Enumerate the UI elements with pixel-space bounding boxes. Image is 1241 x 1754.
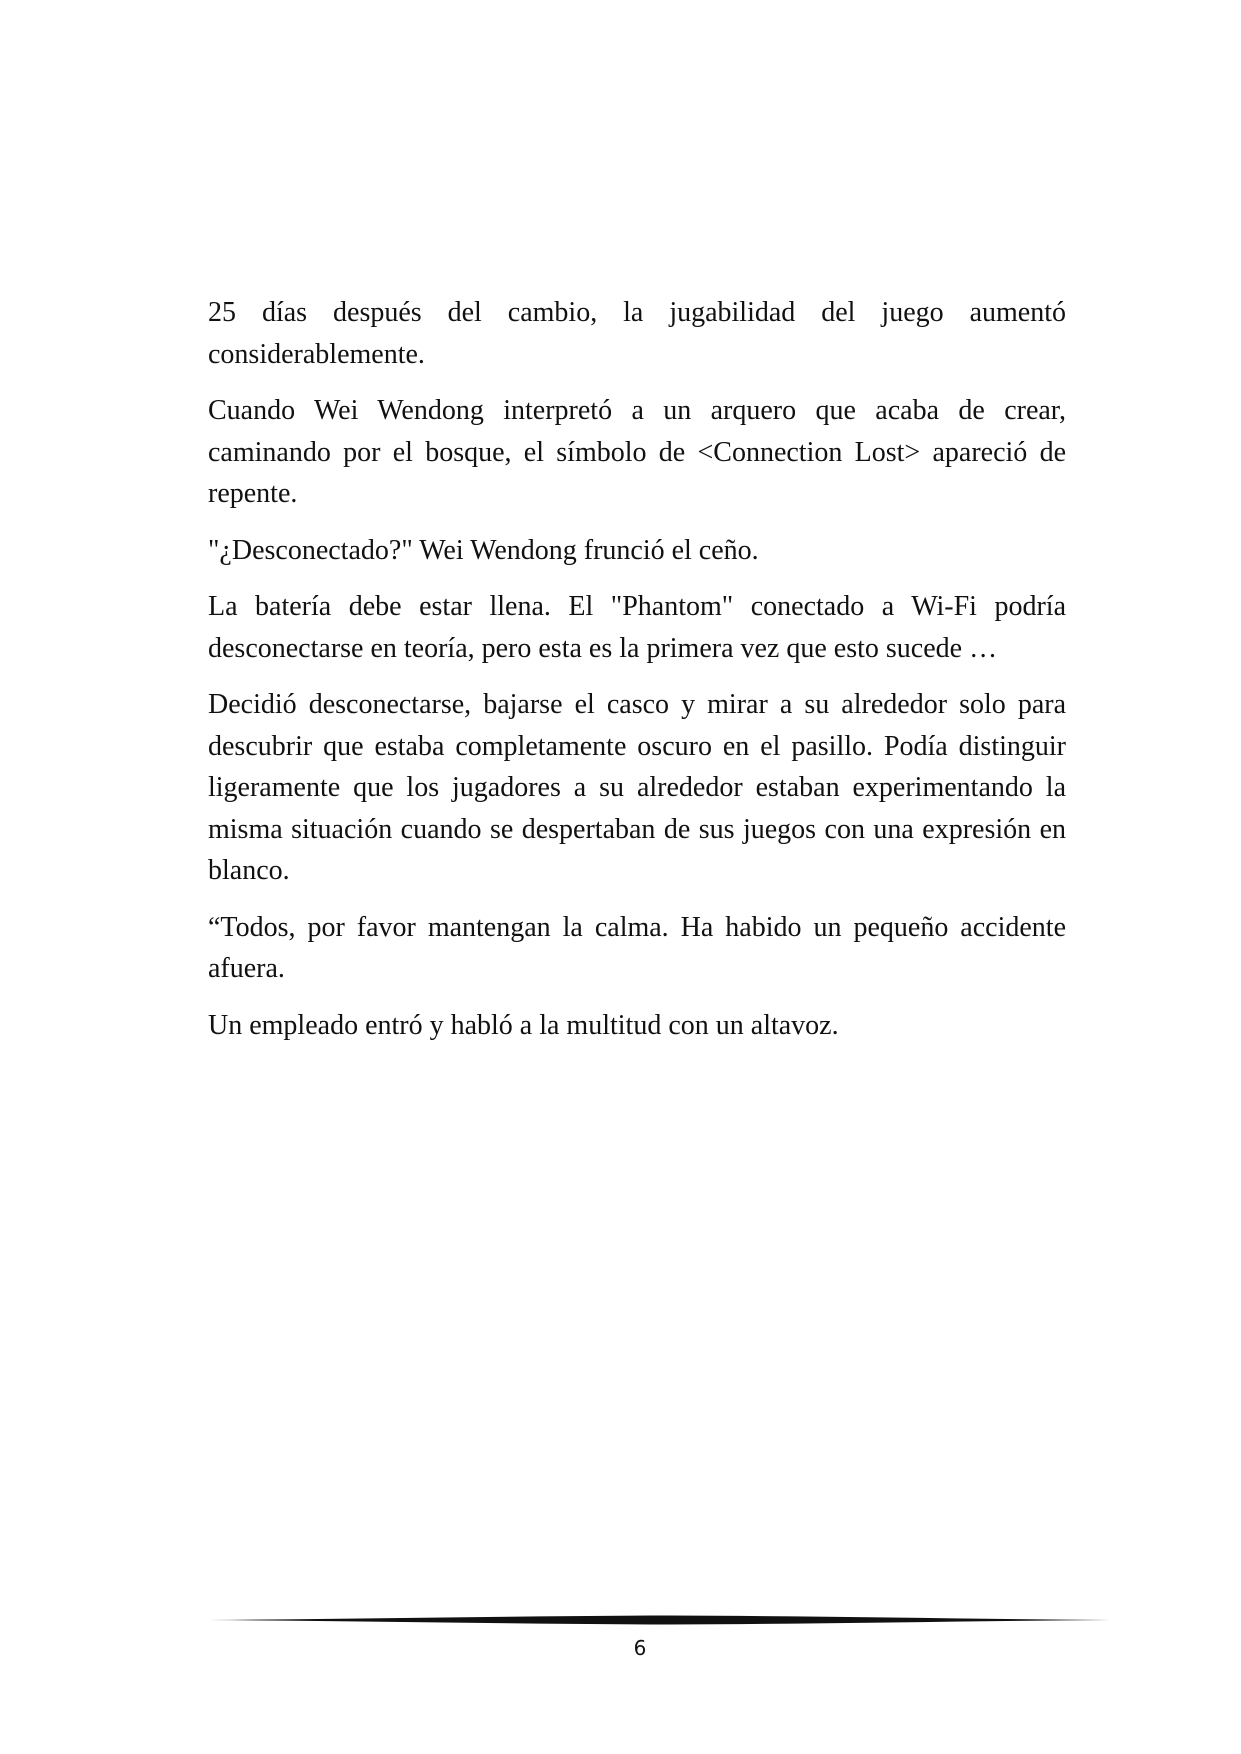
paragraph-5: Decidió desconectarse, bajarse el casco y mirar a su alrededor solo para descubrir que estaba completamente oscuro en el pasillo. Podía distinguir ligeramente que los jugadores a su alrededor estaban experimentando la misma situación cuando se despertaban de sus juegos con una expresión en blanco.	[208, 689, 1066, 886]
footer-divider	[208, 1614, 1110, 1626]
page-number: 6	[633, 1636, 647, 1660]
paragraph-4: La batería debe estar llena. El "Phantom" conectado a Wi-Fi podría desconectarse en teoría, pero esta es la primera vez que esto sucede …	[208, 591, 1066, 664]
paragraph-6: “Todos, por favor mantengan la calma. Ha habido un pequeño accidente afuera.	[208, 911, 1066, 984]
body-text	[208, 292, 1066, 1061]
paragraph-7: Un empleado entró y habló a la multitud con un altavoz.	[208, 1009, 839, 1041]
paragraph-2: Cuando Wei Wendong interpretó a un arquero que acaba de crear, caminando por el bosque, el símbolo de <Connection Lost> apareció de repente.	[208, 395, 1066, 509]
paragraph-1: 25 días después del cambio, la jugabilidad del juego aumentó considerablemente.	[208, 297, 1066, 370]
paragraph-3: "¿Desconectado?" Wei Wendong frunció el ceño.	[208, 534, 759, 566]
